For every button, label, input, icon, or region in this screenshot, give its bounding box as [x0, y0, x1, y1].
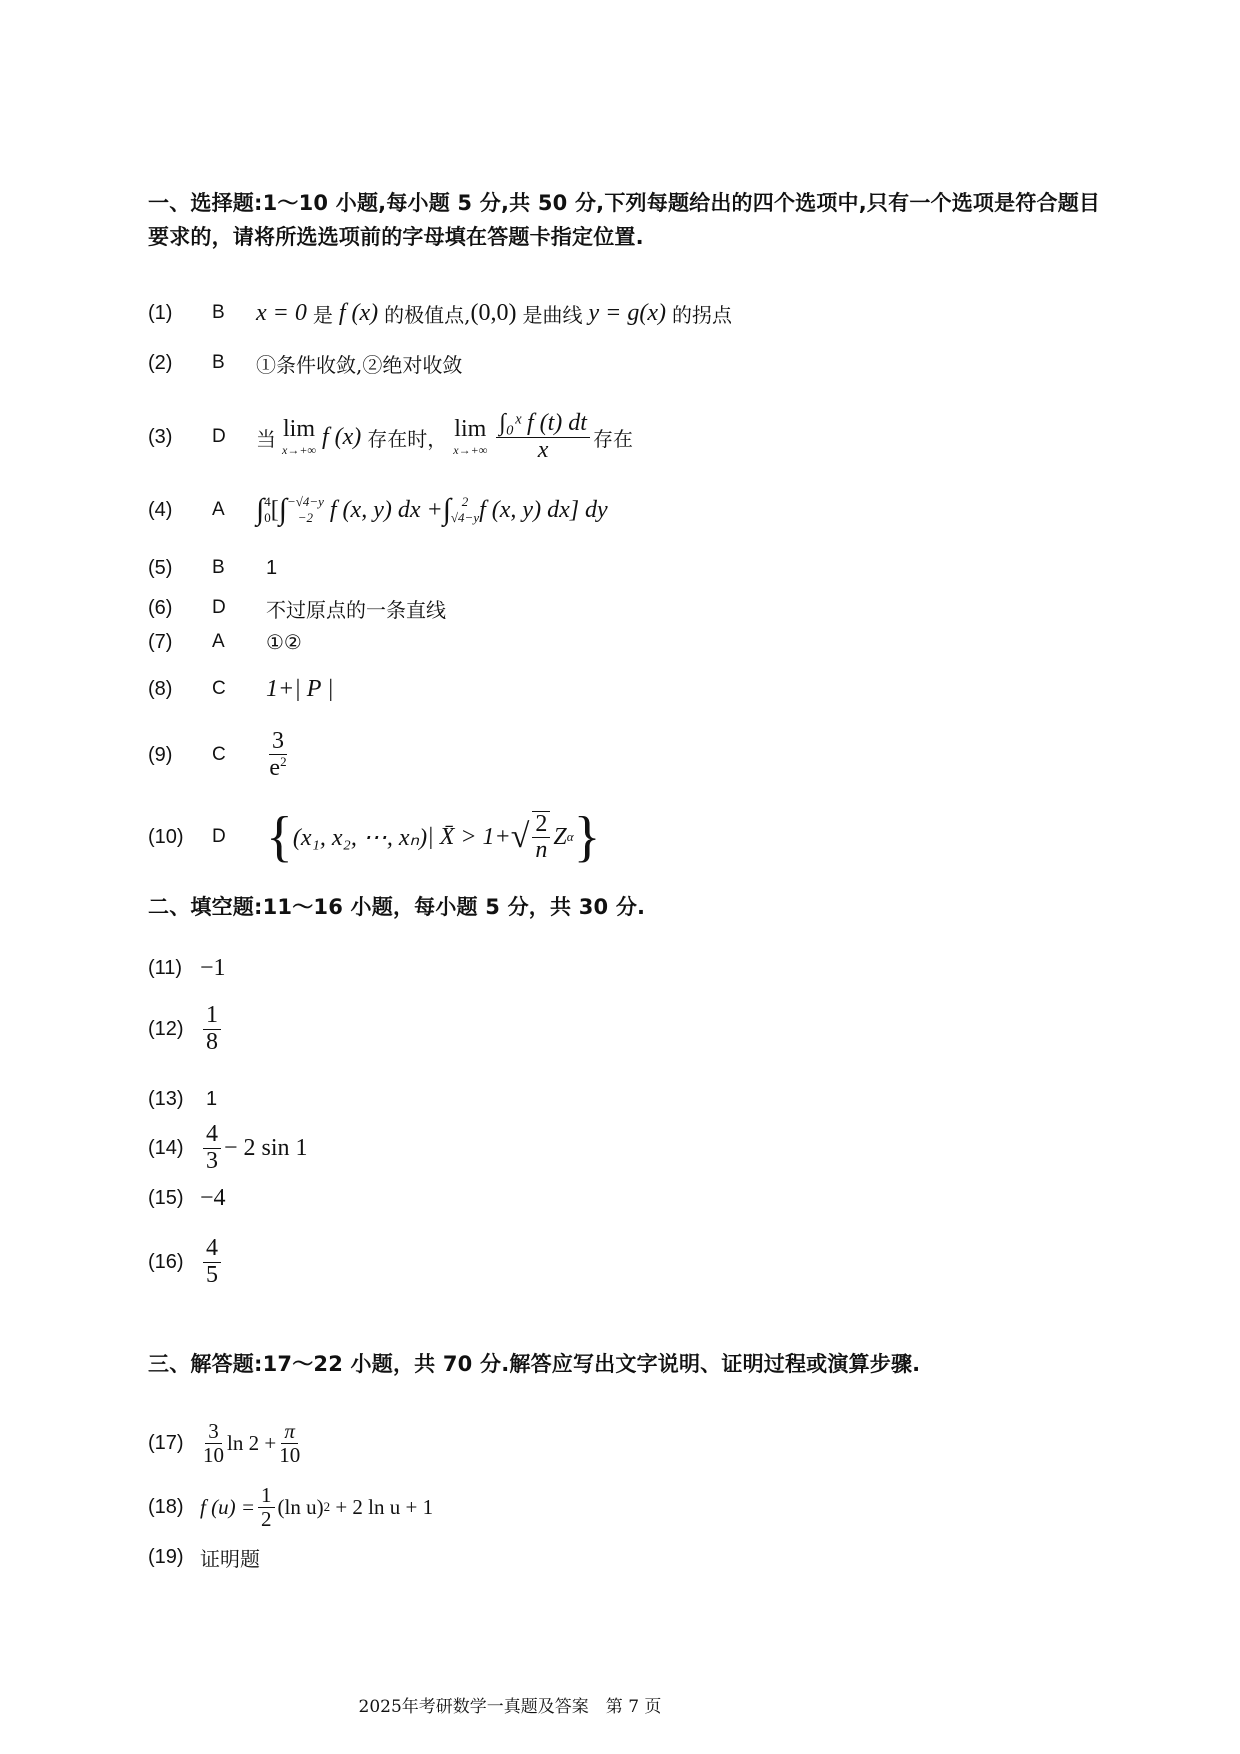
answer-letter: A: [212, 631, 225, 652]
item-number: (6): [148, 596, 173, 619]
item-number: (8): [148, 677, 173, 700]
answer: 当 lim x→+∞ f (x) 存在时， lim x→+∞ $\frac{\text{∫₀ˣ f (t) dt}}{x}$ 存在: [256, 410, 633, 463]
section3-heading: 三、解答题:17～22 小题，共 70 分.解答应写出文字说明、证明过程或演算步骤.: [148, 1352, 921, 1376]
section2-heading: 二、填空题:11～16 小题，每小题 5 分，共 30 分.: [148, 895, 646, 919]
item-number: (5): [148, 556, 173, 579]
answer-letter: C: [212, 678, 226, 699]
item-number: (15): [148, 1186, 184, 1209]
item-number: (2): [148, 351, 173, 374]
item-number: (13): [148, 1087, 184, 1110]
answer: −4: [200, 1184, 226, 1211]
item-number: (11): [148, 956, 183, 979]
answer-letter: A: [212, 499, 225, 520]
answer: ∫ 4 0 [ ∫ −√4−y −2 f (x, y) dx + ∫ 2 √4−y f (x, y) dx] dy: [256, 493, 608, 526]
answer-letter: B: [212, 352, 225, 373]
answer: 1: [266, 556, 278, 579]
answer-letter: D: [212, 426, 226, 447]
item-number: (3): [148, 425, 173, 448]
item-number: (17): [148, 1431, 184, 1454]
page-footer: 2025年考研数学一真题及答案 第 7 页: [358, 1697, 662, 1717]
answer: ①条件收敛,②绝对收敛: [256, 352, 463, 377]
answer-letter: B: [212, 557, 225, 578]
answer: 证明题: [200, 1546, 260, 1571]
section1-heading-line2: 要求的，请将所选选项前的字母填在答题卡指定位置.: [148, 225, 644, 249]
answer: { (x₁, x₂, ⋯, xₙ) | X̄ > 1+ √ $\frac{2}{n}$ Z α }: [266, 806, 601, 868]
answer-letter: D: [212, 597, 226, 618]
answer: $\frac{4}{3}$ − 2 sin 1: [200, 1122, 308, 1173]
answer: $\frac{1}{8}$: [200, 1003, 224, 1054]
item-number: (18): [148, 1495, 184, 1518]
answer: 1: [206, 1087, 218, 1110]
answer: $\frac{3}{10}$ ln 2 + $\frac{\pi}{10}$: [203, 1419, 301, 1467]
answer: $\frac{3}{e^2}$: [269, 727, 287, 781]
answer: −1: [200, 954, 226, 981]
item-number: (10): [148, 825, 184, 848]
answer-letter: B: [212, 302, 225, 323]
answer: ①②: [266, 630, 302, 654]
item-number: (16): [148, 1250, 184, 1273]
answer: f (u) = $\frac{1}{2}$ (ln u) 2 + 2 ln u + 1: [200, 1483, 434, 1531]
item-number: (12): [148, 1017, 184, 1040]
item-number: (7): [148, 630, 173, 653]
item-number: (4): [148, 498, 173, 521]
answer: x = 0 是 f (x) 的极值点, (0,0) 是曲线 y = g(x) 的拐点: [256, 299, 732, 327]
item-number: (9): [148, 743, 173, 766]
answer-letter: C: [212, 744, 226, 765]
section1-heading-line1: 一、选择题:1～10 小题,每小题 5 分,共 50 分,下列每题给出的四个选项中,只有一个选项是符合题目: [148, 191, 1101, 215]
answer: 1+| P |: [266, 675, 334, 702]
answer: 不过原点的一条直线: [266, 597, 446, 622]
item-number: (19): [148, 1545, 184, 1568]
answer: $\frac{4}{5}$: [200, 1236, 224, 1287]
item-number: (1): [148, 301, 173, 324]
answer-letter: D: [212, 826, 226, 847]
item-number: (14): [148, 1136, 184, 1159]
